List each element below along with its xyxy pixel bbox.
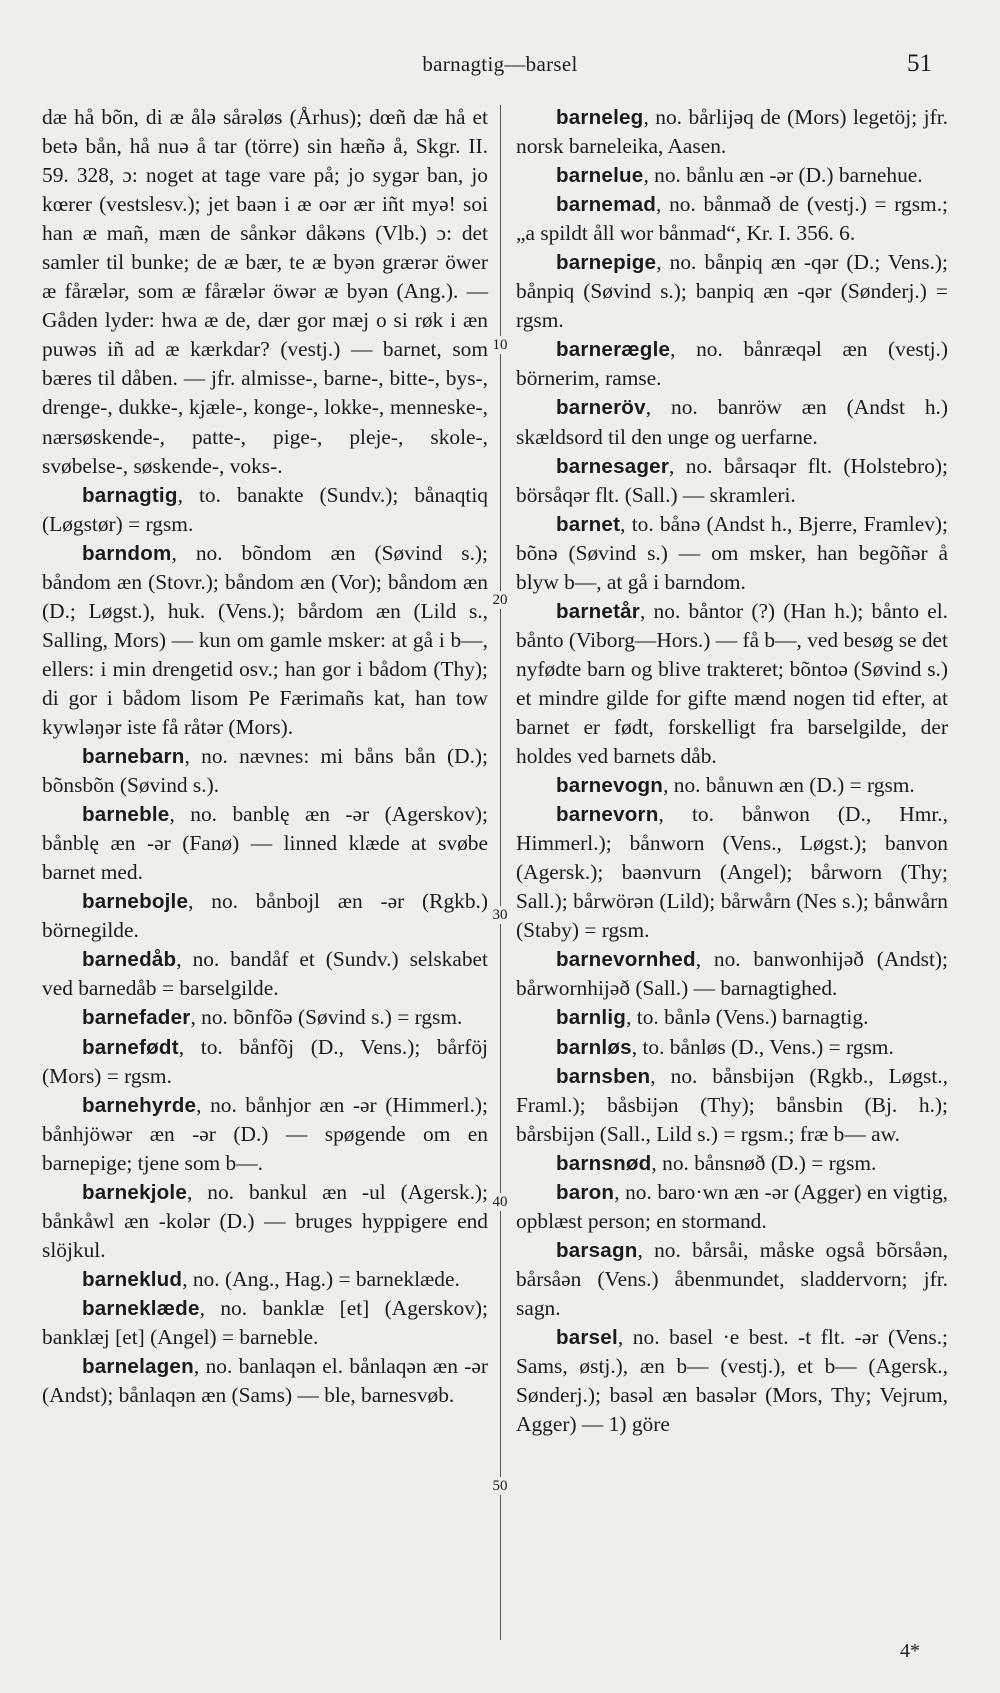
entry-text: , no. banlaqən el. bånlaqən æn -ər (Andst); bånlaqən æn (Sams) — ble, barnesvøb. — [42, 1354, 488, 1408]
entry-text: , to. banakte (Sundv.); bånaqtiq (Løgstør) = rgsm. — [42, 482, 488, 536]
entry-barnebarn — [42, 742, 488, 800]
entry-barnelue — [516, 161, 948, 190]
entry-text: , no. banblę æn -ər (Agerskov); bånblę æn -ər (Fanø) — linned klæde at svøbe barnet med. — [42, 802, 488, 885]
line-number-20: 20 — [484, 591, 516, 609]
headword: barnehyrde — [82, 1093, 197, 1117]
entry-barnsnod — [516, 1149, 948, 1178]
headword: barnerægle — [556, 338, 671, 362]
entry-text: , no. bårsaqər flt. (Holstebro); börsåqər flt. (Sall.) — skramleri. — [516, 453, 948, 507]
entry-barndom — [42, 539, 488, 742]
entry-barnevogn — [516, 771, 948, 800]
headword: barnsnød — [556, 1151, 652, 1175]
entry-barnemad — [516, 190, 948, 248]
headword: barnefødt — [82, 1035, 179, 1059]
headword: barneleg — [556, 106, 644, 129]
entry-barnefodt — [42, 1033, 488, 1091]
entry-text: , no. bånsbijən (Rgkb., Løgst., Framl.); båsbijən (Thy); bånsbin (Bj. h.); bårsbijən (Sall., Lild s.) = rgsm.; fræ b— aw. — [516, 1063, 948, 1146]
headword: barnet — [556, 512, 621, 536]
entry-barneble — [42, 800, 488, 887]
headword: barsel — [556, 1325, 618, 1349]
headword: barnevorn — [556, 803, 659, 827]
entry-text: , no. bånlu æn -ər (D.) barnehue. — [643, 163, 923, 188]
line-number-40: 40 — [484, 1193, 516, 1211]
entry-barnlig — [516, 1003, 948, 1032]
entry-text: , no. baro·wn æn -ər (Agger) en vigtig, opblæst person; en stormand. — [516, 1179, 948, 1233]
entry-barsel — [516, 1323, 948, 1439]
entry-text: , no. nævnes: mi båns bån (D.); bõnsbõn (Søvind s.). — [42, 744, 488, 798]
headword: barnevogn — [556, 774, 664, 798]
headword: barnepige — [556, 251, 657, 275]
entry-barnet — [516, 510, 948, 597]
entry-barnefader — [42, 1003, 488, 1032]
entry-barnevorn — [516, 800, 948, 945]
entry-text: , no. bånuwn æn (D.) = rgsm. — [663, 773, 915, 798]
page-header — [0, 50, 1000, 86]
entry-text: , no. bårsåi, måske også bõrsåən, bårsåən (Vens.) åbenmundet, sladdervorn; jfr. sagn. — [516, 1237, 948, 1320]
line-number-10: 10 — [484, 336, 516, 354]
headword: barndom — [82, 541, 172, 565]
entry-text: , no. bårlijəq de (Mors) legetöj; jfr. norsk barneleika, Aasen. — [516, 105, 948, 159]
entry-barneklud — [42, 1265, 488, 1294]
entry-text: , no. (Ang., Hag.) = barneklæde. — [182, 1266, 460, 1291]
entry-text: , to. bånløs (D., Vens.) = rgsm. — [631, 1034, 894, 1059]
entry-barneleg — [516, 103, 948, 161]
entry-text: , no. bankul æn -ul (Agersk.); bånkåwl æn -kolər (D.) — bruges hyppigere end slöjkul. — [42, 1179, 488, 1262]
entry-barsagn — [516, 1236, 948, 1323]
entry-barnagtig — [42, 481, 488, 539]
entry-barnevornhed — [516, 945, 948, 1003]
headword: barnløs — [556, 1035, 632, 1059]
entry-text: , no. bõnfõə (Søvind s.) = rgsm. — [190, 1005, 463, 1030]
headword: barnefader — [82, 1006, 191, 1030]
entry-text: , to. bånfõj (D., Vens.); bårföj (Mors) = rgsm. — [42, 1034, 488, 1088]
headword: barnemad — [556, 193, 657, 217]
headword: barnebarn — [82, 745, 185, 769]
entry-barneraegle — [516, 335, 948, 393]
entry-barnepige — [516, 248, 948, 335]
entry-barnehyrde — [42, 1091, 488, 1178]
headword: baron — [556, 1180, 615, 1204]
entry-text: , no. bånræqəl æn (vestj.) börnerim, ramse. — [516, 337, 948, 391]
entry-text: , no. bånhjor æn -ər (Himmerl.); bånhjöwər æn -ər (D.) — spøgende om en barnepige; tjene som b—. — [42, 1092, 488, 1175]
entry-text: , no. bõndom æn (Søvind s.); båndom æn (Stovr.); båndom æn (Vor); båndom æn (D.; Løgst.), huk. (Vens.); bårdom æn (Lild s., Salling, Mors) — kun om gamle msker: at gå i b—, ellers: i min drengetid osv.; han gor i bådom (Thy); di gor i bådom lisom Pe Færimañs kat, han tow kywləŋər iste få råtər (Mors). — [42, 540, 488, 739]
entry-barnelagen — [42, 1352, 488, 1410]
left-column — [42, 103, 488, 1410]
entry-text: , no. bånpiq æn -qər (D.; Vens.); bånpiq (Søvind s.); banpiq æn -qər (Sønderj.) = rgsm. — [516, 250, 948, 333]
entry-text: , no. banröw æn (Andst h.) skældsord til den unge og uerfarne. — [516, 395, 948, 449]
line-number-30: 30 — [484, 906, 516, 924]
entry-text: , no. bånbojl æn -ər (Rgkb.) börnegilde. — [42, 889, 488, 943]
headword: barnedåb — [82, 948, 177, 972]
entry-text: , no. banklæ [et] (Agerskov); banklæj [et] (Angel) = barneble. — [42, 1295, 488, 1349]
entry-barnerov — [516, 393, 948, 451]
line-number-50: 50 — [484, 1477, 516, 1495]
headword: barnevornhed — [556, 948, 696, 972]
headword: barnlig — [556, 1006, 627, 1030]
entry-text: dæ hå bõn, di æ ålə sårəløs (Århus); dœñ dæ hå et betə bån, hå nuə å tar (törre) sin hæñə å, Skgr. II. 59. 328, ɔ: noget at tage vare på; jo sygər ban, jo kœrer (vestslesv.); jet baən i æ oər ær iñt myə! soi han æ mañ, mæn de sånkər dåkəns (Vlb.) ɔ: det samler til bunke; de æ bær, te æ byən grærər öwer æ fårælər, som æ fårælər öwər æ byən (Ang.). — Gåden lyder: hwa æ de, dær gor mæj o si røk i æn puwəs iñ ad æ kærkdar? (vestj.) — barnet, som bæres til dåben. — jfr. almisse-, barne-, bitte-, bys-, drenge-, dukke-, kjæle-, konge-, lokke-, menneske-, nærsøskende-, patte-, pige-, pleje-, skole-, svøbelse-, søskende-, voks-. — [42, 105, 488, 478]
headword: barneklæde — [82, 1296, 200, 1320]
headword: barnekjole — [82, 1180, 188, 1204]
headword: barnesager — [556, 454, 670, 478]
entry-text: , no. bandåf et (Sundv.) selskabet ved barnedåb = barselgilde. — [42, 947, 488, 1001]
headword: barsagn — [556, 1238, 638, 1262]
headword: barneröv — [556, 396, 646, 420]
right-column — [516, 103, 948, 1439]
headword: barnebojle — [82, 890, 189, 914]
entry-barnsben — [516, 1062, 948, 1149]
running-head: barnagtig—barsel — [422, 52, 578, 76]
entry-text: , no. bånmað de (vestj.) = rgsm.; „a spildt åll wor bånmad“, Kr. I. 356. 6. — [516, 192, 948, 246]
headword: barneklud — [82, 1267, 183, 1291]
entry-continuation — [42, 103, 488, 481]
headword: barnsben — [556, 1064, 651, 1088]
entry-text: , no. bånsnøð (D.) = rgsm. — [651, 1150, 877, 1175]
entry-text: , to. bånlə (Vens.) barnagtig. — [626, 1005, 869, 1030]
entry-barnetaar — [516, 597, 948, 771]
signature-mark: 4* — [900, 1640, 920, 1662]
entry-barnlos — [516, 1033, 948, 1062]
entry-barnedaab — [42, 945, 488, 1003]
entry-text: , to. bånwon (D., Hmr., Himmerl.); bånworn (Vens., Løgst.); banvon (Agersk.); baənvurn (Angel); bårworn (Thy; Sall.); bårwörən (Lild); bårwårn (Nes s.); bånwårn (Staby) = rgsm. — [516, 802, 948, 943]
entry-text: , to. bånə (Andst h., Bjerre, Framlev); bõnə (Søvind s.) — om msker, han begõñər å blyw b—, at gå i barndom. — [516, 511, 948, 594]
entry-text: , no. banwonhijəð (Andst); bårwornhijəð (Sall.) — barnagtighed. — [516, 947, 948, 1001]
headword: barnetår — [556, 599, 641, 623]
entry-barnebojle — [42, 887, 488, 945]
page-number: 51 — [907, 50, 932, 77]
entry-text: , no. basel ·e best. -t flt. -ər (Vens.; Sams, østj.), æn b— (vestj.), et b— (Agersk., Sønderj.); basəl æn basələr (Mors, Thy; Vejrum, Agger) — 1) göre — [516, 1324, 948, 1437]
entry-barnesager — [516, 452, 948, 510]
entry-barnekjole — [42, 1178, 488, 1265]
entry-barneklaede — [42, 1294, 488, 1352]
entry-text: , no. båntor (?) (Han h.); bånto el. bånto (Viborg—Hors.) — få b—, ved besøg se det nyfødte barn og blive trakteret; bõntoə (Søvind s.) et mindre gilde for gifte mænd nogen tid efter, at barnet er født, forskelligt fra barselgilde, der holdes ved barnets dåb. — [516, 598, 948, 769]
headword: barnagtig — [82, 483, 178, 507]
headword: barnelagen — [82, 1355, 194, 1379]
headword: barneble — [82, 803, 170, 827]
headword: barnelue — [556, 164, 644, 188]
entry-baron — [516, 1178, 948, 1236]
